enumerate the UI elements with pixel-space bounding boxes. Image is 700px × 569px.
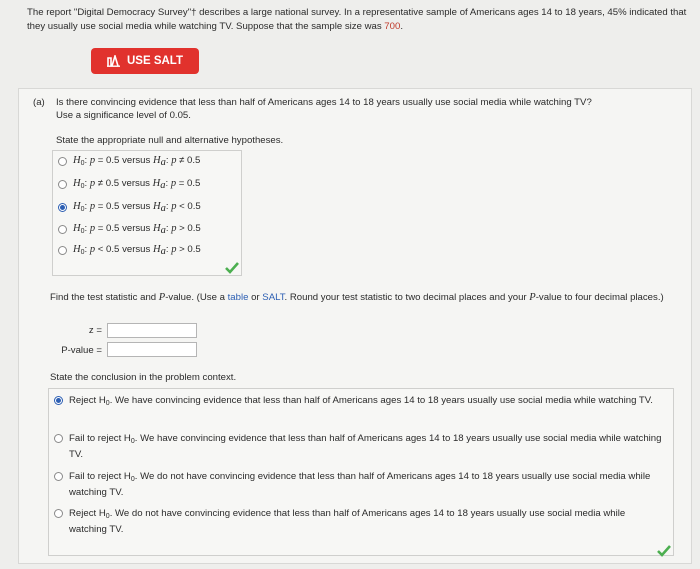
hypothesis-text: $H_0$: p < 0.5 versus $H_a$: p > 0.5 — [73, 244, 201, 257]
hypothesis-option[interactable] — [58, 178, 200, 194]
part-a-question — [33, 97, 683, 122]
conclusion-text: Fail to reject $H_0$. We have convincing evidence that less than half of Americans ages 14 to 18 years usually use social media while watching TV. — [69, 433, 662, 460]
hypotheses-options — [52, 150, 242, 276]
radio-button[interactable] — [58, 180, 67, 189]
salt-link[interactable]: SALT — [262, 292, 285, 303]
sample-size: 700 — [384, 21, 401, 32]
hypothesis-option[interactable] — [58, 223, 201, 239]
hypothesis-option[interactable] — [58, 244, 201, 260]
p-value-label: P-value = — [61, 345, 102, 356]
use-salt-label: USE SALT — [126, 55, 183, 67]
hypothesis-text: $H_0$: p = 0.5 versus $H_a$: p ≠ 0.5 — [73, 155, 201, 168]
correct-check-icon — [657, 545, 671, 557]
table-link[interactable]: table — [227, 292, 249, 303]
hypothesis-option[interactable] — [58, 201, 201, 217]
radio-button[interactable] — [54, 434, 63, 443]
conclusion-options — [48, 388, 674, 556]
conclusion-option[interactable] — [54, 394, 664, 410]
radio-button[interactable] — [58, 225, 67, 234]
hypothesis-text: $H_0$: p = 0.5 versus $H_a$: p < 0.5 — [73, 201, 201, 214]
radio-button[interactable] — [58, 203, 67, 212]
part-label: (a) — [33, 97, 45, 108]
hypothesis-text: $H_0$: p ≠ 0.5 versus $H_a$: p = 0.5 — [73, 178, 201, 191]
correct-check-icon — [225, 262, 239, 274]
conclusion-text: Reject $H_0$. We do not have convincing evidence that less than half of Americans ages 14 to 18 years usually use social media while watching TV. — [69, 508, 626, 535]
conclusion-option[interactable] — [54, 507, 664, 536]
conclusion-prompt: State the conclusion in the problem context. — [50, 372, 237, 383]
conclusion-option[interactable] — [54, 432, 664, 461]
use-salt-button[interactable] — [91, 48, 199, 74]
radio-button[interactable] — [54, 472, 63, 481]
p-value-input[interactable] — [107, 342, 197, 357]
radio-button[interactable] — [58, 246, 67, 255]
radio-button[interactable] — [58, 157, 67, 166]
salt-logo-icon — [107, 55, 121, 67]
conclusion-text: Fail to reject $H_0$. We do not have convincing evidence that less than half of Americans ages 14 to 18 years usually use social media while watching TV. — [69, 471, 651, 498]
radio-button[interactable] — [54, 396, 63, 405]
conclusion-text: Reject $H_0$. We have convincing evidence that less than half of Americans ages 14 to 18 years usually use social media while watching TV. — [69, 395, 653, 407]
test-stat-prompt: Find the test statistic and P-value. (Use a table or SALT. Round your test statistic to two decimal places and your P-value to four decimal places.) — [50, 292, 664, 303]
significance-text: Use a significance level of 0.05. — [56, 109, 191, 121]
z-label: z = — [88, 325, 102, 336]
hypothesis-text: $H_0$: p = 0.5 versus $H_a$: p > 0.5 — [73, 223, 201, 236]
part-a-text: Is there convincing evidence that less than half of Americans ages 14 to 18 years usually use social media while watching TV? — [56, 97, 592, 108]
conclusion-option[interactable] — [54, 470, 664, 499]
hypotheses-prompt: State the appropriate null and alternative hypotheses. — [56, 135, 284, 146]
radio-button[interactable] — [54, 509, 63, 518]
intro-text: The report "Digital Democracy Survey"† describes a large national survey. In a representative sample of Americans ages 14 to 18 years, 45% indicated that they usually use social media while watching TV. Suppose that the sample size was — [27, 7, 687, 32]
problem-intro: The report "Digital Democracy Survey"† describes a large national survey. In a representative sample of Americans ages 14 to 18 years, 45% indicated that they usually use social media while watching TV. Suppose that the sample size was 700. — [27, 7, 687, 32]
hypothesis-option[interactable] — [58, 155, 200, 171]
z-input[interactable] — [107, 323, 197, 338]
